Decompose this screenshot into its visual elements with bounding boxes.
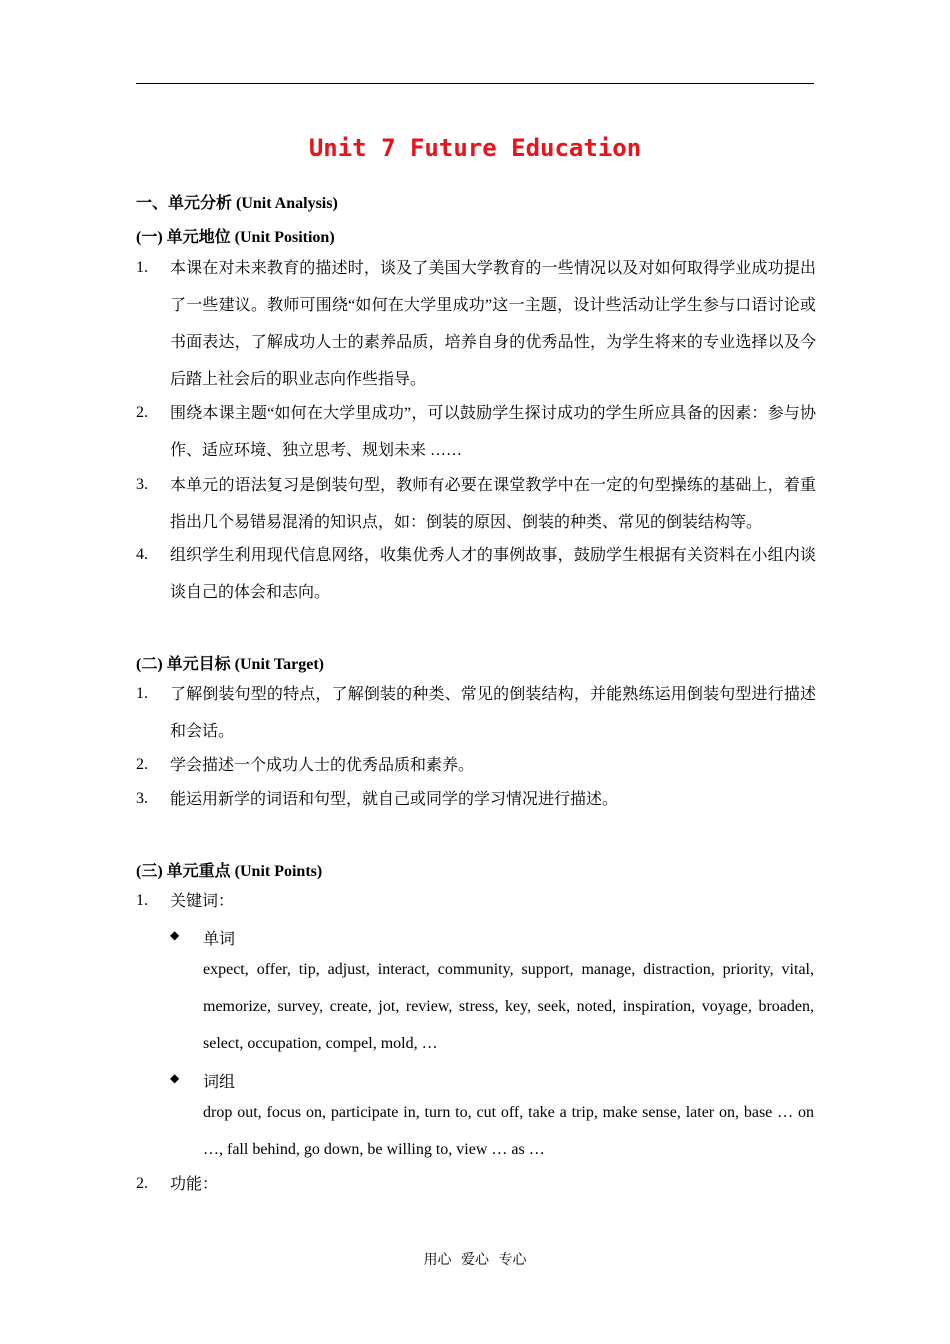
list-text: 能运用新学的词语和句型，就自己或同学的学习情况进行描述。: [170, 791, 619, 808]
diamond-bullet-icon: ◆: [170, 1071, 180, 1085]
subsection-heading-unit-position: (一) 单元地位 (Unit Position): [136, 229, 335, 246]
list-text: 关键词：: [170, 893, 235, 910]
diamond-bullet-icon: ◆: [170, 928, 180, 942]
list-text: 组织学生利用现代信息网络，收集优秀人才的事例故事，鼓励学生根据有关资料在小组内谈谈自己的体会和志向。: [170, 547, 816, 601]
list-number: 1.: [136, 259, 148, 276]
list-number: 3.: [136, 476, 148, 493]
list-number: 1.: [136, 892, 148, 909]
document-title: Unit 7 Future Education: [308, 134, 642, 162]
section-heading-unit-analysis: 一、单元分析 (Unit Analysis): [136, 195, 338, 212]
list-number: 2.: [136, 404, 148, 421]
list-number: 4.: [136, 546, 148, 563]
page-footer: 用心 爱心 专心: [423, 1253, 527, 1268]
subsection-heading-unit-target: (二) 单元目标 (Unit Target): [136, 656, 324, 673]
list-text: 围绕本课主题“如何在大学里成功”，可以鼓励学生探讨成功的学生所应具备的因素：参与协作、适应环境、独立思考、规划未来 ……: [170, 405, 816, 459]
list-number: 2.: [136, 1175, 148, 1192]
list-text: 功能：: [170, 1176, 219, 1193]
list-text: 了解倒装句型的特点，了解倒装的种类、常见的倒装结构，并能熟练运用倒装句型进行描述和会话。: [170, 686, 816, 740]
list-number: 1.: [136, 685, 148, 702]
list-text: 本单元的语法复习是倒装句型，教师有必要在课堂教学中在一定的句型操练的基础上，着重指出几个易错易混淆的知识点，如：倒装的原因、倒装的种类、常见的倒装结构等。: [170, 477, 816, 531]
bullet-label-words: 单词: [203, 931, 236, 948]
list-text: 学会描述一个成功人士的优秀品质和素养。: [170, 757, 475, 774]
list-number: 3.: [136, 790, 148, 807]
header-rule: [136, 83, 814, 84]
vocabulary-phrases: drop out, focus on, participate in, turn to, cut off, take a trip, make sense, later on, base … on …, fall behind, go down, be willing to, view … as …: [203, 1104, 814, 1158]
list-text: 本课在对未来教育的描述时，谈及了美国大学教育的一些情况以及对如何取得学业成功提出了一些建议。教师可围绕“如何在大学里成功”这一主题，设计些活动让学生参与口语讨论或书面表达，了解成功人士的素养品质，培养自身的优秀品性，为学生将来的专业选择以及今后踏上社会后的职业志向作些指导。: [170, 260, 816, 388]
vocabulary-words: expect, offer, tip, adjust, interact, community, support, manage, distraction, priority, vital, memorize, survey, create, jot, review, stress, key, seek, noted, inspiration, voyage, broaden, select, occupation, compel, mold, …: [203, 961, 814, 1052]
list-number: 2.: [136, 756, 148, 773]
subsection-heading-unit-points: (三) 单元重点 (Unit Points): [136, 863, 323, 880]
bullet-label-phrases: 词组: [203, 1074, 236, 1091]
